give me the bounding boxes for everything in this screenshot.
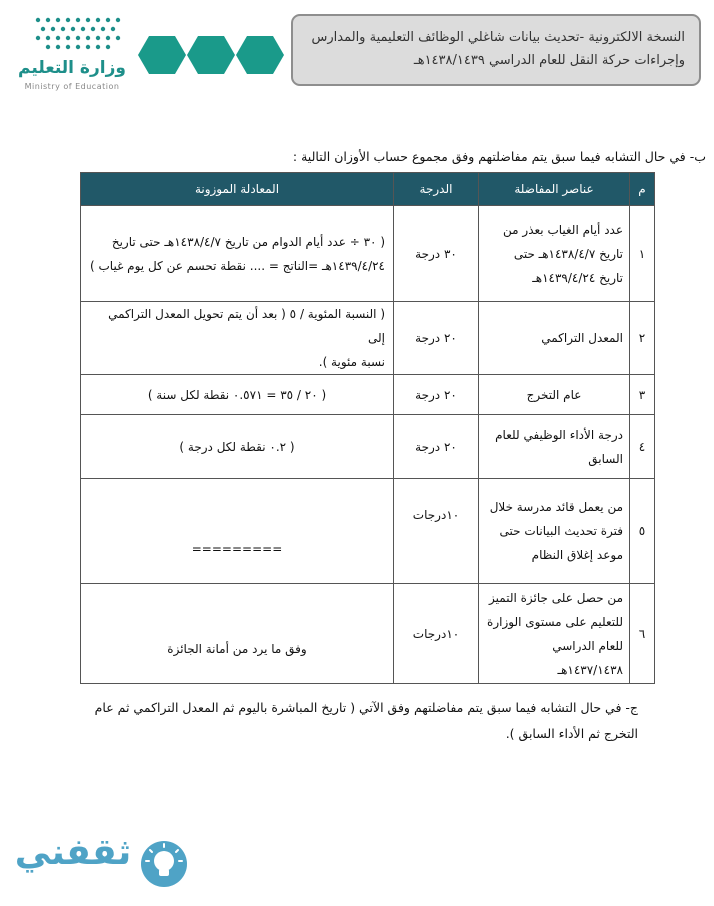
table-row xyxy=(81,375,655,415)
ministry-name-english: Ministry of Education xyxy=(24,82,120,91)
row-item xyxy=(479,206,630,302)
header-num: م xyxy=(630,173,655,206)
item-line: السابق xyxy=(588,451,623,466)
header-degree: الدرجة xyxy=(394,173,479,206)
row-number: ٤ xyxy=(630,415,655,479)
moe-dots-logo-icon xyxy=(28,14,126,60)
item-line: درجة الأداء الوظيفي للعام xyxy=(495,427,623,442)
section-c-line: التخرج ثم الأداء السابق ). xyxy=(505,726,638,741)
item-line: موعد إغلاق النظام xyxy=(531,548,623,562)
row-formula xyxy=(81,206,394,302)
section-c-paragraph xyxy=(50,695,638,747)
item-line: للتعليم على مستوى الوزارة xyxy=(487,614,623,629)
row-formula xyxy=(81,584,394,684)
row-degree: ٢٠ درجة xyxy=(394,302,479,375)
row-formula xyxy=(81,479,394,584)
table-row xyxy=(81,302,655,375)
document-title-box xyxy=(291,14,701,86)
row-degree: ٣٠ درجة xyxy=(394,206,479,302)
section-c-line: ج- في حال التشابه فيما سبق يتم مفاضلتهم وفق الآتي ( تاريخ المباشرة باليوم ثم المعدل التراكمي ثم عام xyxy=(94,700,638,715)
row-degree: ٢٠ درجة xyxy=(394,415,479,479)
ministry-logo xyxy=(14,14,126,94)
row-number: ٦ xyxy=(630,584,655,684)
title-line-1: النسخة الالكترونية -تحديث بيانات شاغلي الوظائف التعليمية والمدارس xyxy=(311,30,685,45)
ministry-name-arabic: وزارة التعليم xyxy=(18,58,126,78)
header-item: عناصر المفاضلة xyxy=(479,173,630,206)
item-line: عدد أيام الغياب بعذر من xyxy=(503,222,623,237)
table-row xyxy=(81,479,655,584)
weights-table xyxy=(80,172,655,684)
title-line-2: وإجراءات حركة النقل للعام الدراسي ١٤٣٨/١٤٣٩هـ xyxy=(413,53,685,68)
footer-brand-logo: ثقفني xyxy=(14,832,132,873)
row-item xyxy=(479,375,630,415)
table-row xyxy=(81,415,655,479)
formula-line: ========= xyxy=(191,542,283,556)
row-number: ٣ xyxy=(630,375,655,415)
formula-line: ( النسبة المئوية / ٥ ( بعد أن يتم تحويل المعدل التراكمي إلى xyxy=(108,307,385,345)
header-formula: المعادلة الموزونة xyxy=(81,173,394,206)
row-degree: ١٠درجات xyxy=(394,479,479,584)
table-row xyxy=(81,206,655,302)
item-line: من يعمل قائد مدرسة خلال xyxy=(489,500,623,514)
formula-line: ( ٠.٢ نقطة لكل درجة ) xyxy=(179,439,295,454)
lightbulb-icon xyxy=(138,838,190,890)
table-row xyxy=(81,584,655,684)
formula-line: نسبة مئوية ). xyxy=(318,355,385,369)
row-item xyxy=(479,415,630,479)
item-line: تاريخ ١٤٣٨/٤/٧هـ حتى xyxy=(513,246,623,261)
item-line: فترة تحديث البيانات حتى xyxy=(499,524,623,538)
row-formula xyxy=(81,302,394,375)
formula-line: وفق ما يرد من أمانة الجائزة xyxy=(167,642,307,656)
row-number: ٢ xyxy=(630,302,655,375)
item-line: للعام الدراسي ١٤٣٧/١٤٣٨هـ xyxy=(552,638,623,677)
table-header-row xyxy=(81,173,655,206)
row-formula xyxy=(81,375,394,415)
formula-line: ( ٣٠ ÷ عدد أيام الدوام من تاريخ ١٤٣٨/٤/٧هـ حتى تاريخ xyxy=(111,234,385,249)
section-b-heading: ب- في حال التشابه فيما سبق يتم مفاضلتهم وفق مجموع حساب الأوزان التالية : xyxy=(292,149,706,164)
item-line: من حصل على جائزة التميز xyxy=(489,590,623,605)
formula-line: ١٤٣٩/٤/٢٤هـ =الناتج = .... نقطة تحسم عن كل يوم غياب ) xyxy=(90,258,385,273)
row-degree: ٢٠ درجة xyxy=(394,375,479,415)
row-number: ٥ xyxy=(630,479,655,584)
item-line: عام التخرج xyxy=(526,387,582,402)
row-degree: ١٠درجات xyxy=(394,584,479,684)
item-line: تاريخ ١٤٣٩/٤/٢٤هـ xyxy=(532,270,623,285)
hexagon-decoration-icon xyxy=(138,36,284,74)
row-item xyxy=(479,479,630,584)
row-formula xyxy=(81,415,394,479)
row-item xyxy=(479,584,630,684)
row-item xyxy=(479,302,630,375)
item-line: المعدل التراكمي xyxy=(541,331,623,345)
row-number: ١ xyxy=(630,206,655,302)
formula-line: ( ٢٠ / ٣٥ = ٠.٥٧١ نقطة لكل سنة ) xyxy=(147,387,327,402)
